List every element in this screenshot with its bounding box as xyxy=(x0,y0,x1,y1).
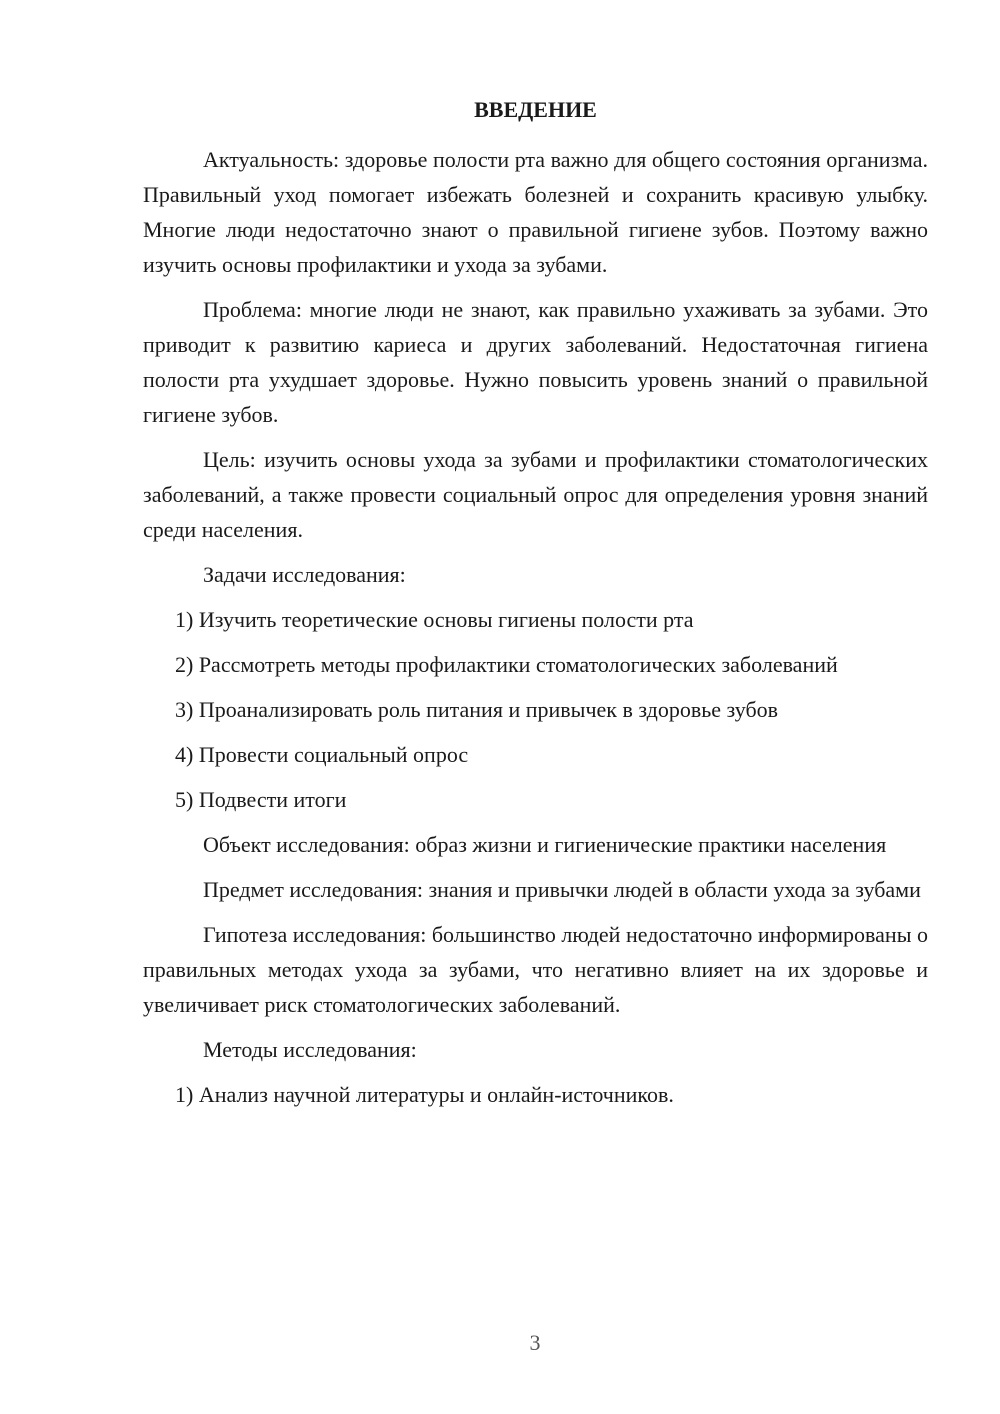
task-item: 1) Изучить теоретические основы гигиены полости рта xyxy=(175,607,694,632)
hypothesis-paragraph: Гипотеза исследования: большинство людей недостаточно информированы о правильных методах ухода за зубами, что негативно влияет на их здоровье и увеличивает риск стоматологических заболеваний. xyxy=(143,922,928,1017)
task-item: 2) Рассмотреть методы профилактики стоматологических заболеваний xyxy=(175,652,838,677)
relevance-paragraph: Актуальность: здоровье полости рта важно для общего состояния организма. Правильный уход помогает избежать болезней и сохранить красивую улыбку. Многие люди недостаточно знают о правильной гигиене зубов. Поэтому важно изучить основы профилактики и ухода за зубами. xyxy=(143,147,928,277)
problem-paragraph: Проблема: многие люди не знают, как правильно ухаживать за зубами. Это приводит к развитию кариеса и других заболеваний. Недостаточная гигиена полости рта ухудшает здоровье. Нужно повысить уровень знаний о правильной гигиене зубов. xyxy=(143,297,928,427)
method-item: 1) Анализ научной литературы и онлайн-источников. xyxy=(175,1082,674,1107)
subject-paragraph: Предмет исследования: знания и привычки людей в области ухода за зубами xyxy=(203,877,921,902)
methods-heading: Методы исследования: xyxy=(203,1037,417,1062)
task-item: 3) Проанализировать роль питания и привычек в здоровье зубов xyxy=(175,697,779,722)
task-item: 5) Подвести итоги xyxy=(175,787,347,812)
object-paragraph: Объект исследования: образ жизни и гигиенические практики населения xyxy=(203,832,887,857)
task-item: 4) Провести социальный опрос xyxy=(175,742,469,767)
page-title: ВВЕДЕНИЕ xyxy=(474,97,597,122)
document-page xyxy=(143,92,928,1122)
goal-paragraph: Цель: изучить основы ухода за зубами и профилактики стоматологических заболеваний, а также провести социальный опрос для определения уровня знаний среди населения. xyxy=(143,447,928,542)
tasks-heading: Задачи исследования: xyxy=(203,562,406,587)
page-number: 3 xyxy=(529,1330,541,1355)
